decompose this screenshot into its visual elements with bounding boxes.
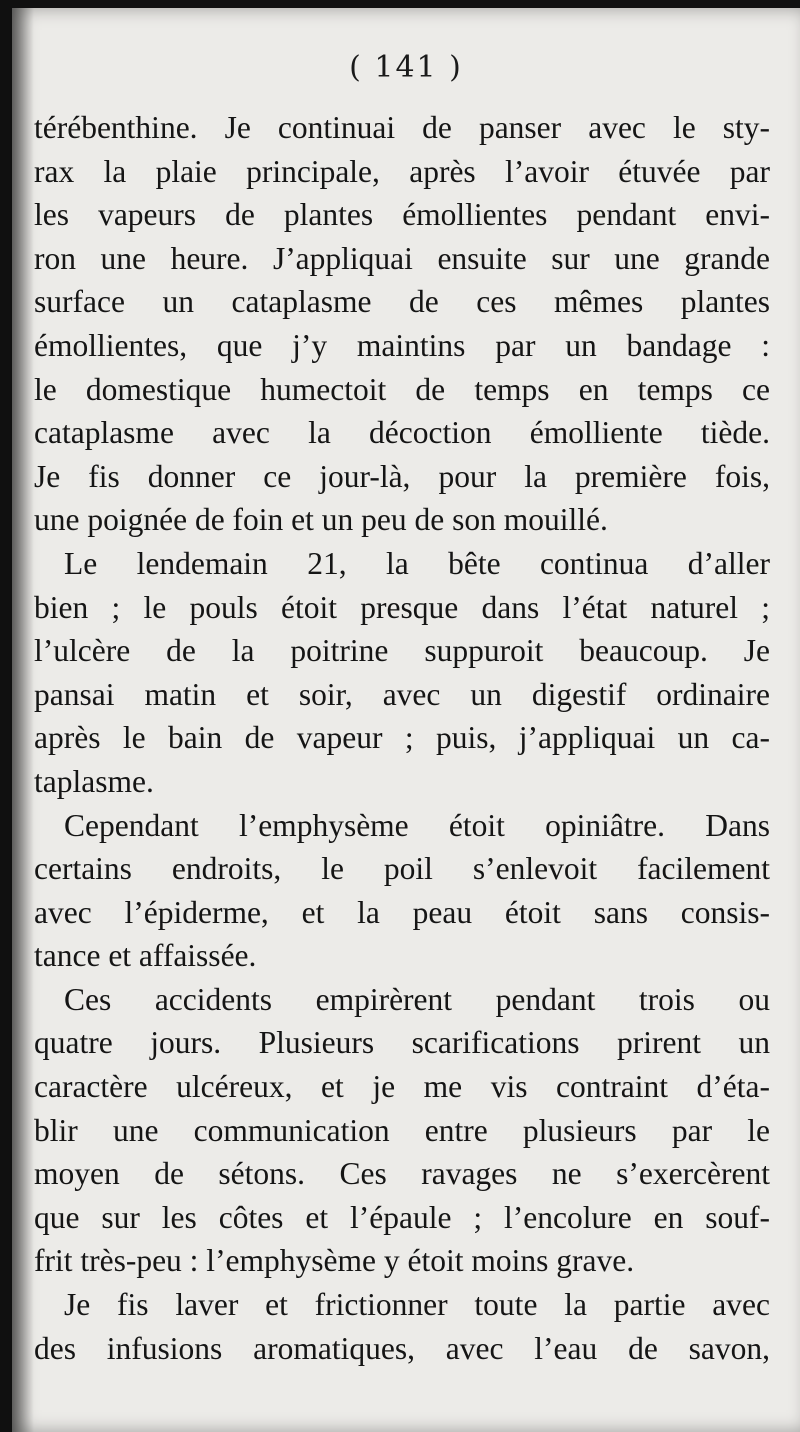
page-gutter-shadow bbox=[12, 8, 34, 1432]
text-line: moyen de sétons. Ces ravages ne s’exercèrent bbox=[34, 1156, 770, 1192]
text-line: quatre jours. Plusieurs scarifications prirent un bbox=[34, 1025, 770, 1061]
text-line: surface un cataplasme de ces mêmes plantes bbox=[34, 284, 770, 320]
text-line: certains endroits, le poil s’enlevoit facilement bbox=[34, 851, 770, 887]
text-line: des infusions aromatiques, avec l’eau de savon, bbox=[34, 1330, 770, 1366]
text-line: les vapeurs de plantes émollientes pendant envi- bbox=[34, 197, 770, 233]
body-text bbox=[34, 106, 770, 1370]
text-line: l’ulcère de la poitrine suppuroit beaucoup. Je bbox=[34, 633, 770, 669]
text-line: Le lendemain 21, la bête continua d’aller bbox=[64, 545, 770, 581]
text-line: après le bain de vapeur ; puis, j’appliquai un ca- bbox=[34, 720, 770, 756]
text-line: blir une communication entre plusieurs par le bbox=[34, 1112, 770, 1148]
text-line: tance et affaissée. bbox=[34, 938, 257, 974]
text-line: frit très-peu : l’emphysème y étoit moins grave. bbox=[34, 1243, 635, 1279]
text-line: caractère ulcéreux, et je me vis contraint d’éta- bbox=[34, 1069, 770, 1105]
page-number: ( 141 ) bbox=[349, 50, 463, 85]
text-line: rax la plaie principale, après l’avoir étuvée par bbox=[34, 153, 770, 189]
text-line: ron une heure. J’appliquai ensuite sur une grande bbox=[34, 240, 770, 276]
text-line: Ces accidents empirèrent pendant trois ou bbox=[64, 981, 770, 1017]
text-line: que sur les côtes et l’épaule ; l’encolure en souf- bbox=[34, 1199, 770, 1235]
text-line: pansai matin et soir, avec un digestif ordinaire bbox=[34, 676, 770, 712]
text-line: Cependant l’emphysème étoit opiniâtre. Dans bbox=[64, 807, 770, 843]
text-line: une poignée de foin et un peu de son mouillé. bbox=[34, 502, 608, 538]
book-page bbox=[12, 8, 800, 1432]
text-line: taplasme. bbox=[34, 763, 154, 799]
text-line: térébenthine. Je continuai de panser avec le sty- bbox=[34, 110, 770, 145]
text-line: émollientes, que j’y maintins par un bandage : bbox=[34, 327, 770, 363]
text-line: cataplasme avec la décoction émolliente tiède. bbox=[34, 415, 770, 451]
text-line: bien ; le pouls étoit presque dans l’état naturel ; bbox=[34, 589, 770, 625]
text-line: Je fis donner ce jour-là, pour la première fois, bbox=[34, 458, 770, 494]
text-line: le domestique humectoit de temps en temps ce bbox=[34, 371, 770, 407]
text-line: avec l’épiderme, et la peau étoit sans consis- bbox=[34, 894, 770, 930]
text-line: Je fis laver et frictionner toute la partie avec bbox=[64, 1287, 770, 1323]
